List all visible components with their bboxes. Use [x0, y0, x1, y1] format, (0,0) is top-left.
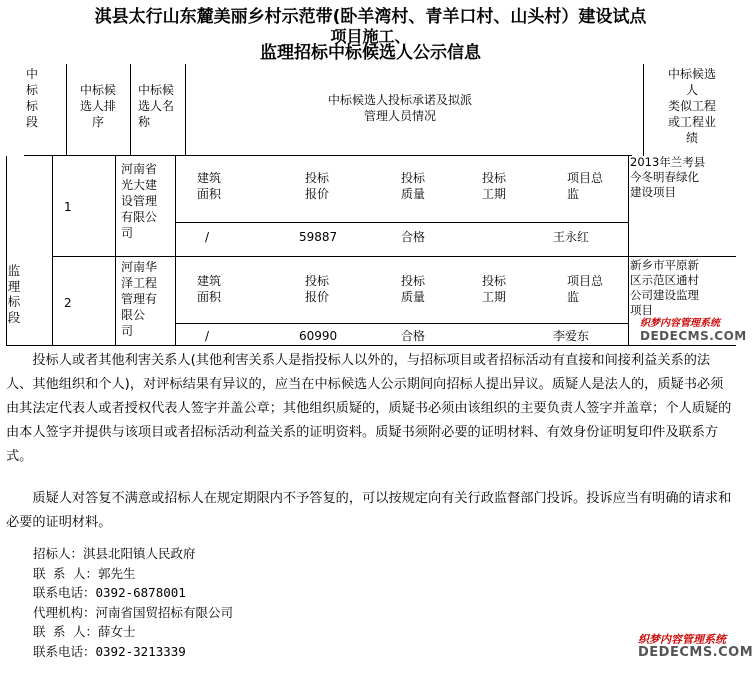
page-title-line2: 项目施工、 — [330, 27, 411, 46]
row2-manager-label: 项目总 监 — [567, 274, 604, 304]
row1-name: 河南省 光大建 设管理 有限公 司 — [121, 162, 158, 240]
table-border — [115, 156, 116, 345]
header-commitment: 中标候选人投标承诺及拟派 管理人员情况 — [327, 93, 472, 123]
row1-manager-label: 项目总 监 — [567, 171, 604, 201]
row2-quality: 合格 — [401, 329, 426, 343]
table-border — [6, 345, 736, 346]
row2-name: 河南华 泽工程 管理有 限公 司 — [121, 260, 158, 338]
watermark-bottom-en: DEDECMS.COM — [638, 645, 753, 660]
section-label: 监 理 标 段 — [7, 263, 21, 325]
row2-period-label: 投标 工期 — [482, 274, 507, 304]
row1-price: 59887 — [299, 230, 338, 244]
row2-area-label: 建筑 面积 — [197, 274, 222, 304]
row1-manager: 王永红 — [553, 230, 590, 244]
row2-price-label: 投标 报价 — [305, 274, 330, 304]
watermark-top-cn: 织梦内容管理系统 — [640, 318, 720, 329]
header-rank: 中标候 选人排 序 — [79, 83, 116, 129]
row1-quality: 合格 — [401, 230, 426, 244]
table-border — [66, 64, 67, 156]
contact-agency-phone: 联系电话：0392-3213339 — [33, 643, 186, 659]
row1-area: / — [205, 230, 210, 244]
table-border — [52, 256, 736, 257]
table-border — [185, 64, 186, 156]
row2-manager: 李爱东 — [553, 329, 590, 343]
notice-paragraph-2: 质疑人对答复不满意或招标人在规定期限内不予答复的，可以按规定向有关行政监督部门投诉。投诉应当有明确的请求和必要的证明材料。 — [6, 491, 732, 530]
row1-quality-label: 投标 质量 — [401, 171, 426, 201]
table-border — [628, 156, 629, 345]
watermark-bottom — [638, 633, 753, 660]
row1-period-label: 投标 工期 — [482, 171, 507, 201]
contact-agency-person: 联 系 人：薛女士 — [33, 624, 136, 640]
watermark-bottom-cn: 织梦内容管理系统 — [638, 633, 726, 646]
row2-price: 60990 — [299, 329, 338, 343]
header-performance: 中标候选 人 类似工程 或工程业 绩 — [667, 67, 716, 145]
table-border — [643, 64, 644, 156]
contact-block — [33, 544, 233, 662]
table-border — [175, 323, 628, 324]
row2-quality-label: 投标 质量 — [401, 274, 426, 304]
header-name: 中标候 选人名 称 — [138, 83, 175, 129]
page-title-line1: 淇县太行山东麓美丽乡村示范带(卧羊湾村、青羊口村、山头村）建设试点 — [94, 7, 647, 27]
page-title-line3: 监理招标中标候选人公示信息 — [260, 43, 481, 63]
table-border — [175, 222, 628, 223]
table-border — [130, 64, 131, 156]
notice-paragraph-1: 投标人或者其他利害关系人(其他利害关系人是指投标人以外的，与招标项目或者招标活动有直接和间接利益关系的法人、其他组织和个人)，对评标结果有异议的，应当在中标候选人公示期间向招标人提出异议。质疑人是法人的，质疑书必须由其法定代表人或者授权代表人签字并盖公章；其他组织质疑的，质疑书必须由该组织的主要负责人签字并盖章；个人质疑的由本人签字并提供与该项目或者招标活动利益关系的证明资料。质疑书须附必要的证明材料、有效身份证明复印件及联系方式。 — [6, 353, 732, 464]
contact-agency: 代理机构：河南省国贸招标有限公司 — [33, 604, 234, 620]
watermark-top-en: DEDECMS.COM — [640, 329, 747, 343]
table-border — [175, 156, 176, 345]
row1-rank: 1 — [64, 200, 72, 214]
contact-tenderer-person: 联 系 人：郭先生 — [33, 565, 136, 581]
contact-tenderer-phone: 联系电话：0392-6878001 — [33, 585, 186, 601]
table-border — [52, 156, 53, 345]
watermark-top — [640, 318, 747, 343]
contact-tenderer: 招标人：淇县北阳镇人民政府 — [33, 546, 196, 561]
row1-price-label: 投标 报价 — [305, 171, 330, 201]
row2-rank: 2 — [64, 296, 72, 310]
row2-area: / — [205, 329, 210, 343]
row2-performance: 新乡市平原新 区示范区通村 公司建设监理 项目 — [630, 258, 699, 317]
row1-performance: 2013年兰考县 今冬明春绿化 建设项目 — [630, 155, 706, 199]
header-section: 中 标 标 段 — [25, 67, 38, 129]
row1-area-label: 建筑 面积 — [197, 171, 222, 201]
